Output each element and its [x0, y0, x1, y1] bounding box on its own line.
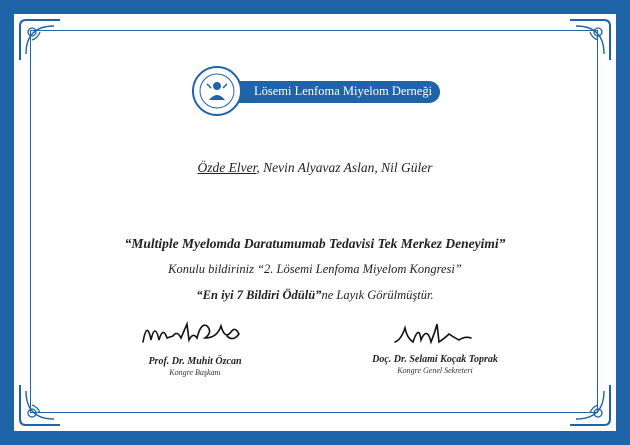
- first-author: Özde Elver: [197, 160, 257, 175]
- co-authors: , Nevin Alyavaz Aslan, Nil Güler: [256, 160, 433, 175]
- corner-ornament: [18, 383, 62, 427]
- paper-title: “Multiple Myelomda Daratumumab Tedavisi Tek Merkez Deneyimi”: [124, 236, 506, 251]
- author-names: [0, 160, 630, 176]
- organization-name: Lösemi Lenfoma Miyelom Derneği: [254, 84, 433, 98]
- signature-block-president: [115, 312, 275, 377]
- signatory-role: Kongre Başkanı: [169, 368, 221, 377]
- organization-logo: [182, 66, 442, 116]
- signatory-role: Kongre Genel Sekreteri: [397, 366, 473, 375]
- signatory-name: Prof. Dr. Muhit Özcan: [148, 356, 242, 367]
- award-line: [0, 288, 630, 303]
- signature-image: [375, 314, 495, 350]
- congress-line: Konulu bildiriniz “2. Lösemi Lenfoma Miyelom Kongresi”: [168, 262, 462, 276]
- corner-ornament: [568, 383, 612, 427]
- award-name: “En iyi 7 Bildiri Ödülü”: [196, 288, 322, 302]
- corner-ornament: [18, 18, 62, 62]
- award-suffix: ne Layık Görülmüştür.: [321, 288, 434, 302]
- logo-seal: [192, 66, 242, 116]
- signatory-name: Doç. Dr. Selami Koçak Toprak: [372, 354, 498, 365]
- signature-block-secretary: [355, 314, 515, 375]
- corner-ornament: [568, 18, 612, 62]
- signature-image: [135, 312, 255, 352]
